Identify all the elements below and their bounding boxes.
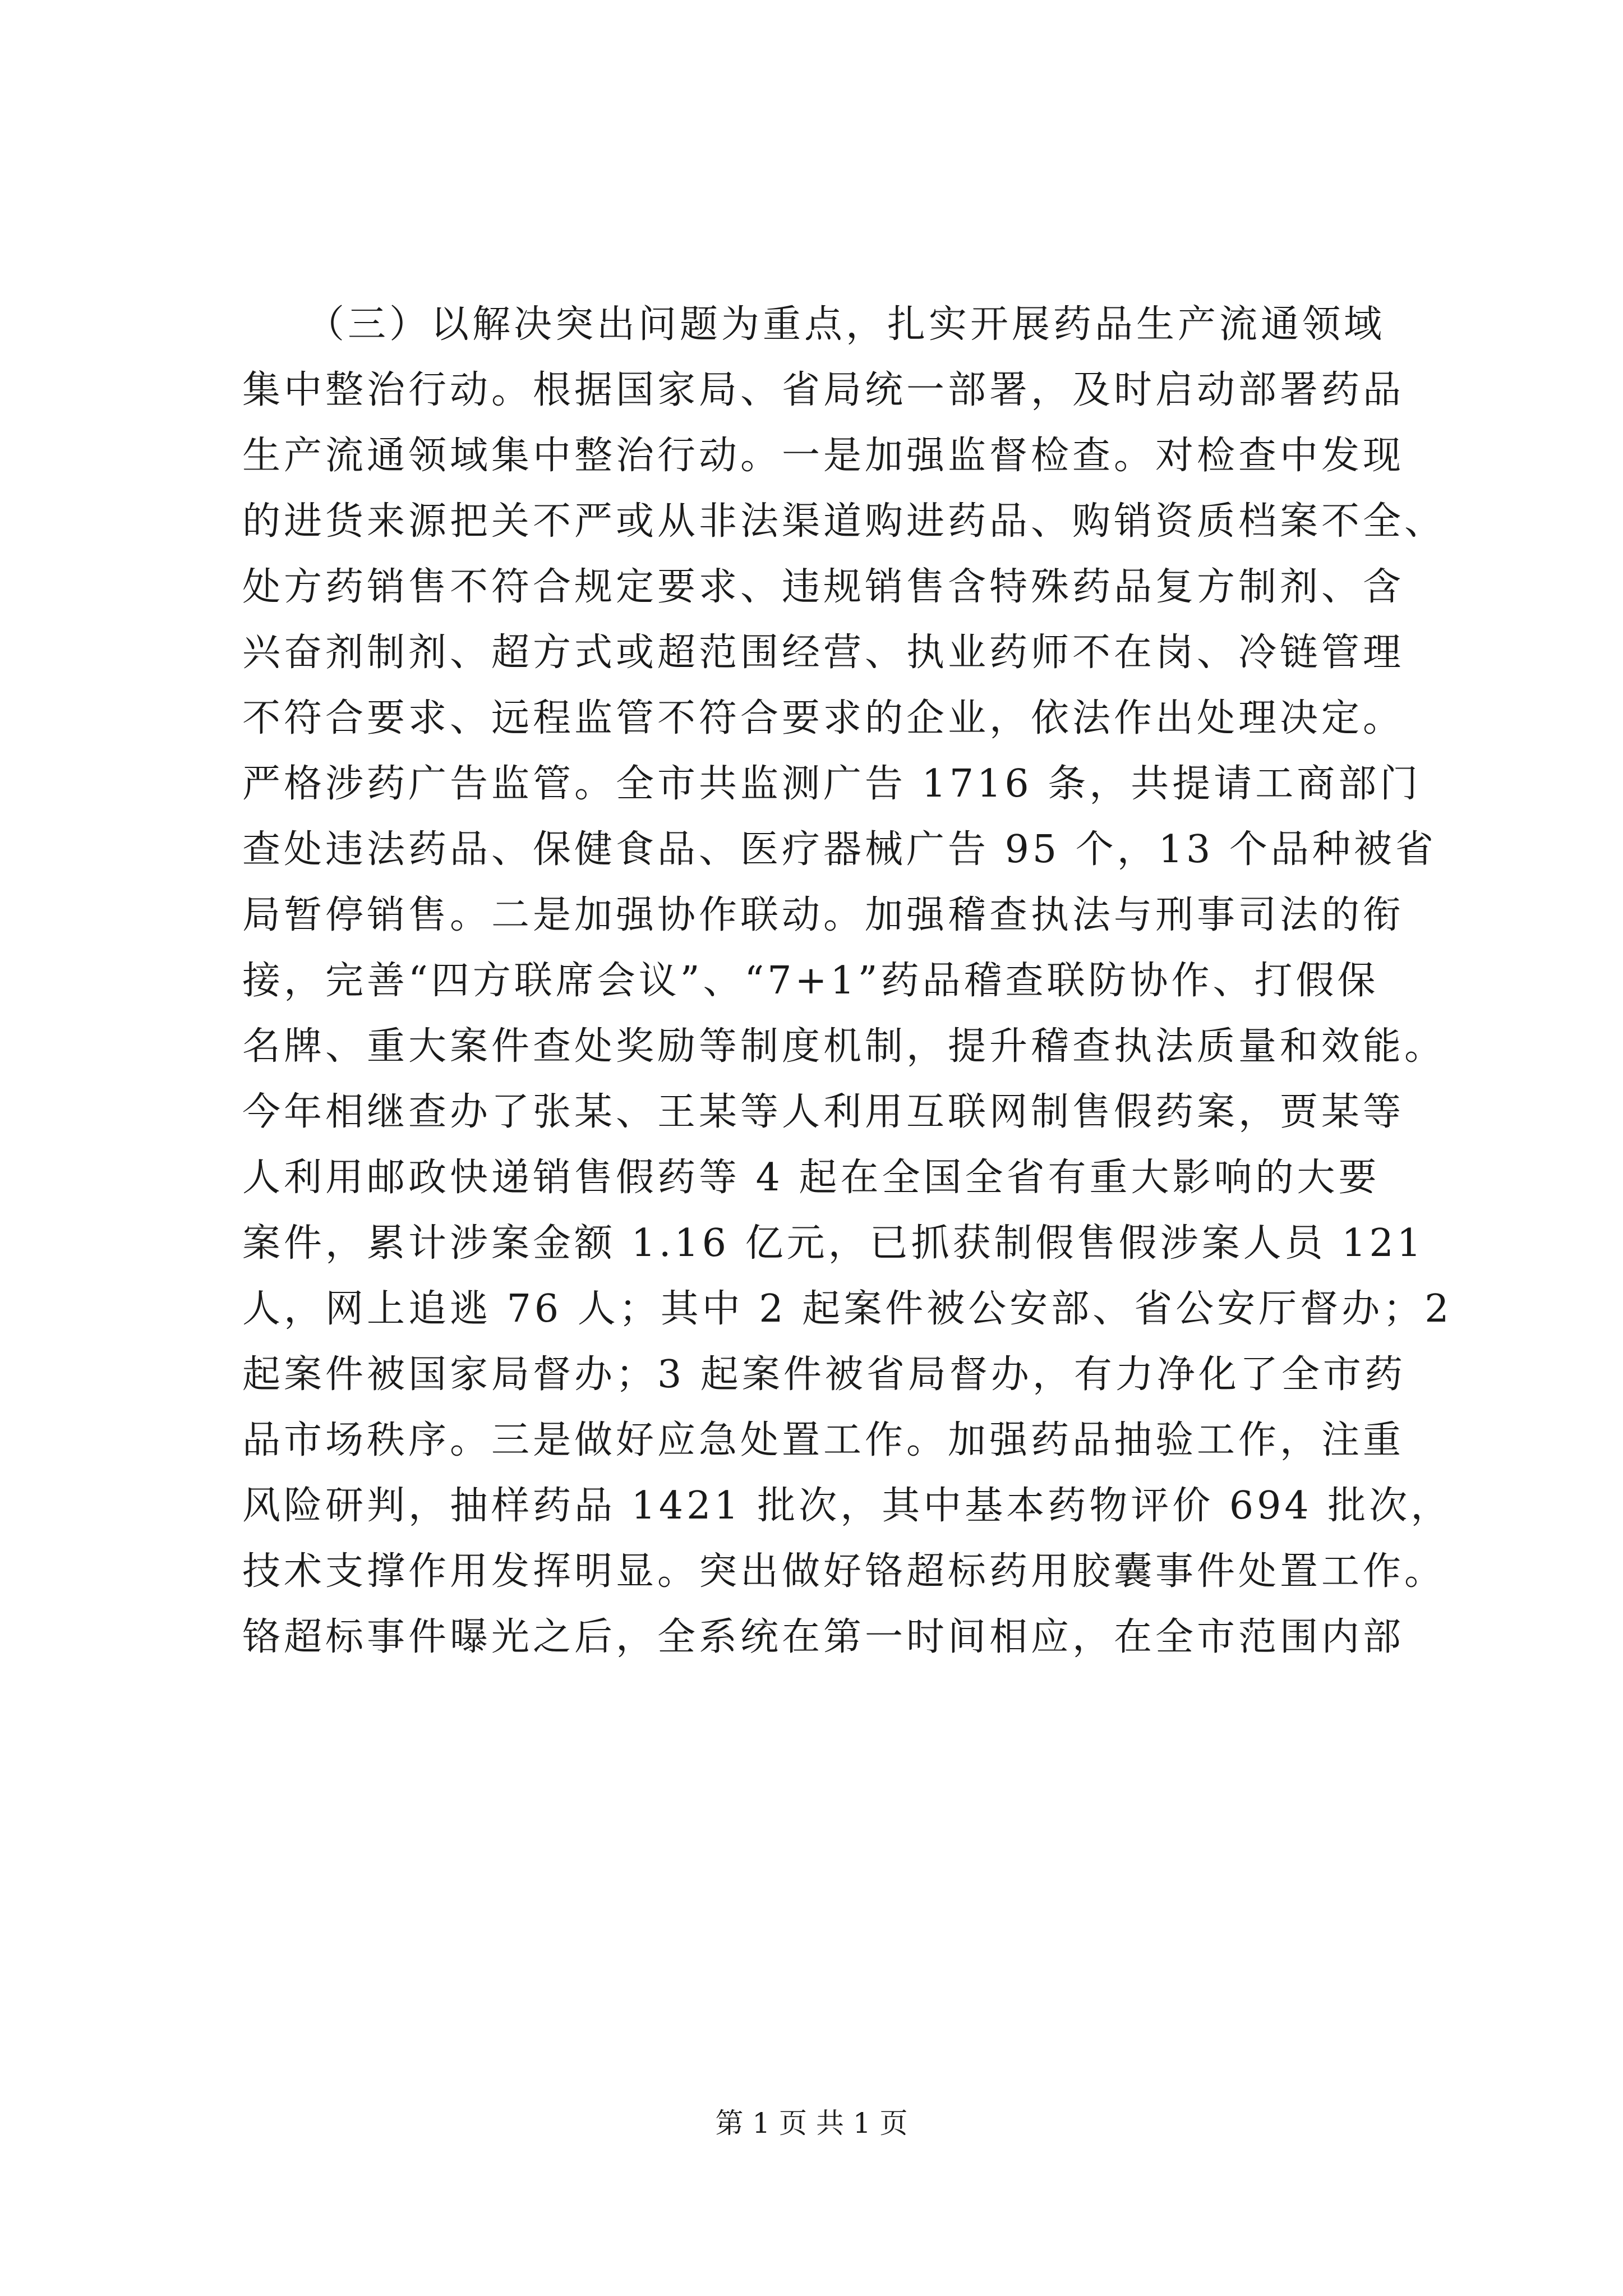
text-line: 严格涉药广告监管。全市共监测广告 1716 条，共提请工商部门 xyxy=(242,762,1422,806)
text-line: 的进货来源把关不严或从非法渠道购进药品、购销资质档案不全、 xyxy=(242,499,1446,544)
text-line: 名牌、重大案件查处奖励等制度机制，提升稽查执法质量和效能。 xyxy=(242,1024,1446,1069)
text-line: （三）以解决突出问题为重点，扎实开展药品生产流通领域 xyxy=(242,302,1386,347)
text-line: 处方药销售不符合规定要求、违规销售含特殊药品复方制剂、含 xyxy=(242,565,1405,609)
text-line: 人利用邮政快递销售假药等 4 起在全国全省有重大影响的大要 xyxy=(242,1156,1380,1200)
text-line: 起案件被国家局督办；3 起案件被省局督办，有力净化了全市药 xyxy=(242,1352,1406,1397)
text-line: 集中整治行动。根据国家局、省局统一部署，及时启动部署药品 xyxy=(242,368,1405,412)
body-paragraph xyxy=(242,292,1453,1670)
page-number-footer: 第 1 页 共 1 页 xyxy=(715,2107,908,2139)
text-line: 不符合要求、远程监管不符合要求的企业，依法作出处理决定。 xyxy=(242,696,1405,740)
text-line: 品市场秩序。三是做好应急处置工作。加强药品抽验工作，注重 xyxy=(242,1418,1405,1462)
text-line: 查处违法药品、保健食品、医疗器械广告 95 个，13 个品种被省 xyxy=(242,827,1437,872)
text-line: 兴奋剂制剂、超方式或超范围经营、执业药师不在岗、冷链管理 xyxy=(242,631,1405,675)
text-line: 今年相继查办了张某、王某等人利用互联网制售假药案，贾某等 xyxy=(242,1090,1405,1134)
text-line: 局暂停销售。二是加强协作联动。加强稽查执法与刑事司法的衔 xyxy=(242,893,1405,937)
text-line: 接，完善“四方联席会议”、“7+1”药品稽查联防协作、打假保 xyxy=(242,959,1379,1003)
text-line: 案件，累计涉案金额 1.16 亿元，已抓获制假售假涉案人员 121 xyxy=(242,1221,1425,1266)
text-line: 铬超标事件曝光之后，全系统在第一时间相应，在全市范围内部 xyxy=(242,1615,1405,1659)
text-line: 人，网上追逃 76 人；其中 2 起案件被公安部、省公安厅督办；2 xyxy=(242,1287,1453,1331)
text-line: 技术支撑作用发挥明显。突出做好铬超标药用胶囊事件处置工作。 xyxy=(242,1549,1446,1594)
text-line: 风险研判，抽样药品 1421 批次，其中基本药物评价 694 批次， xyxy=(242,1484,1453,1528)
text-line: 生产流通领域集中整治行动。一是加强监督检查。对检查中发现 xyxy=(242,434,1405,478)
